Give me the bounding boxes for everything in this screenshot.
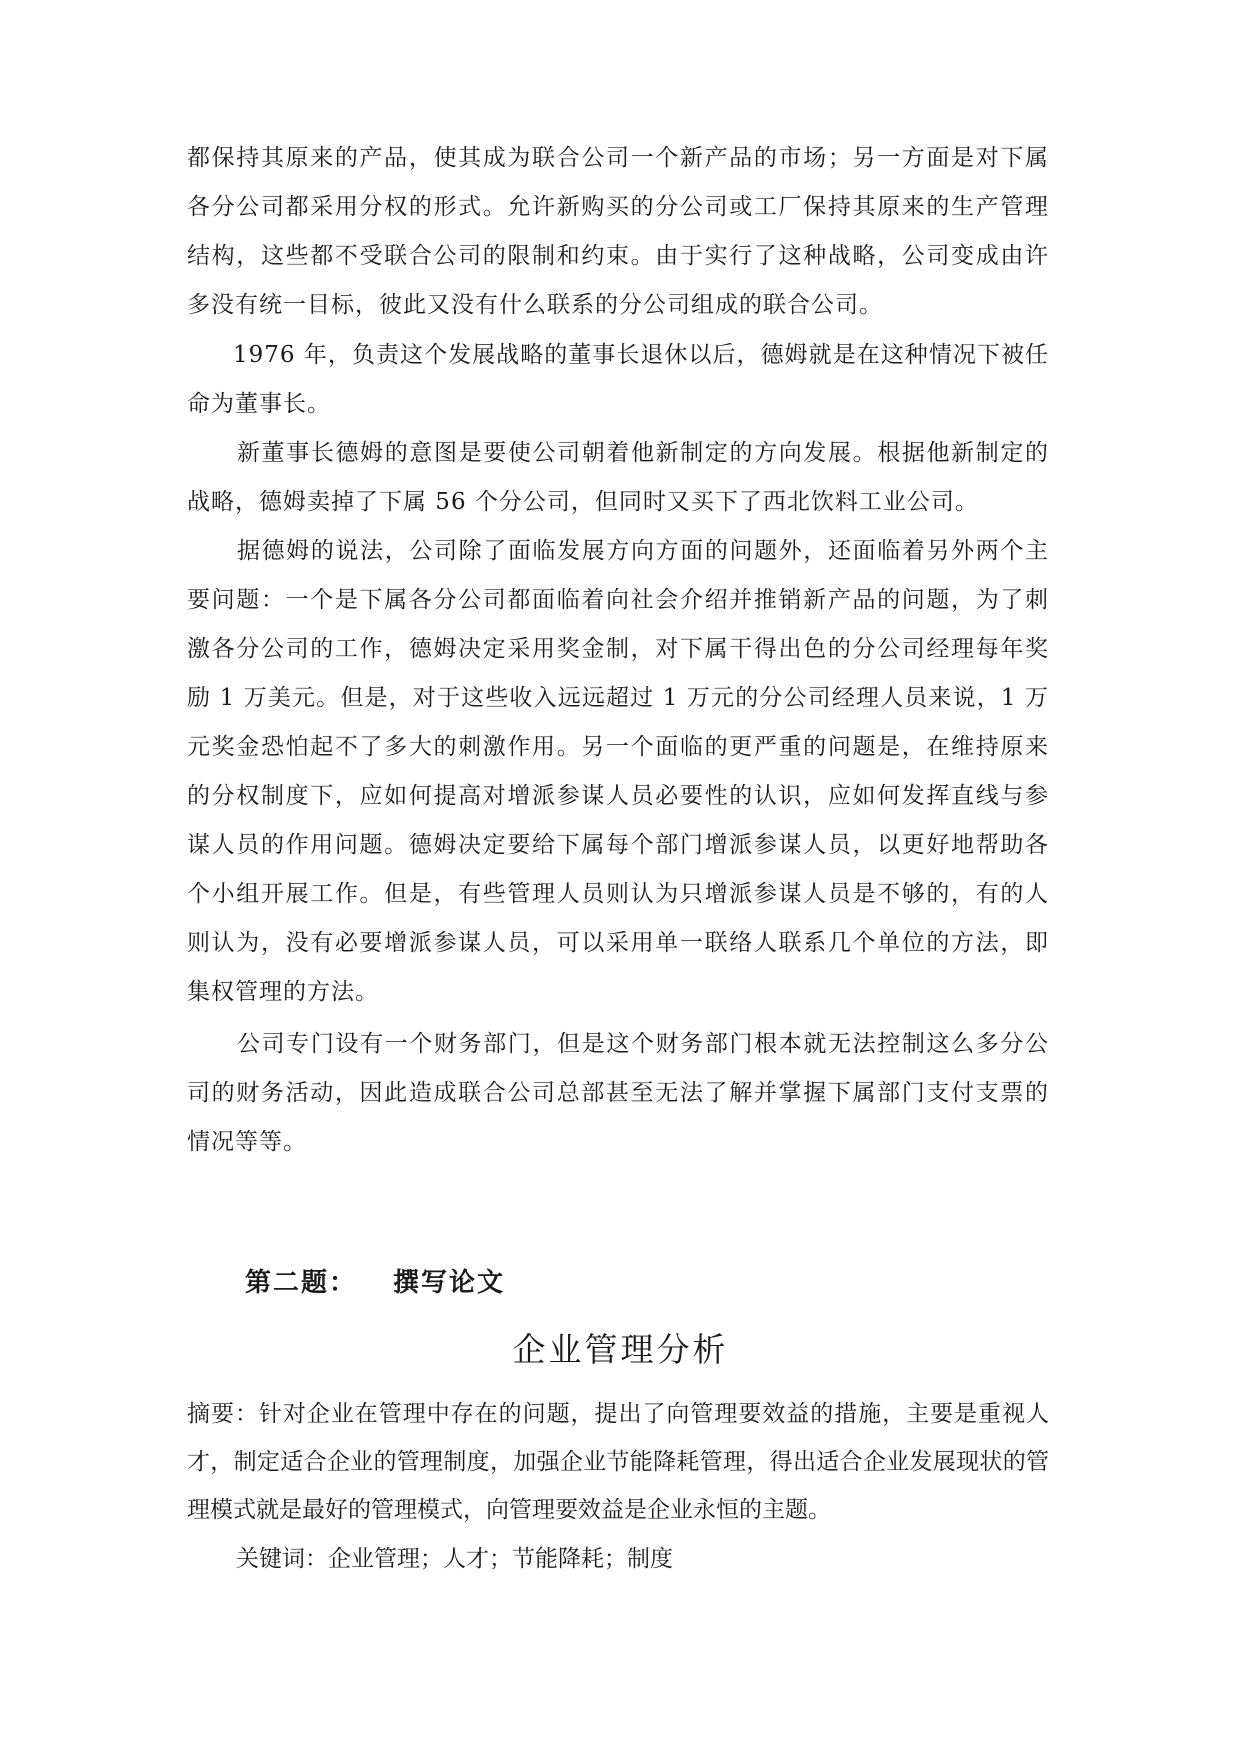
essay-abstract: 摘要：针对企业在管理中存在的问题，提出了向管理要效益的措施，主要是重视人才，制定适合企业的管理制度，加强企业节能降耗管理，得出适合企业发展现状的管理模式就是最好的管理模式，向管理要效益是企业永恒的主题。	[187, 1401, 1049, 1523]
paragraph-new-direction: 新董事长德姆的意图是要使公司朝着他新制定的方向发展。根据他新制定的战略，德姆卖掉了下属 56 个分公司，但同时又买下了西北饮料工业公司。	[187, 440, 1049, 515]
paragraph-main-problems: 据德姆的说法，公司除了面临发展方向方面的问题外，还面临着另外两个主要问题：一个是下属各分公司都面临着向社会介绍并推销新产品的问题，为了刺激各分公司的工作，德姆决定采用奖金制，对下属干得出色的分公司经理每年奖励 1 万美元。但是，对于这些收入远远超过 1 万元的分公司经理人员来说，1 万元奖金恐怕起不了多大的刺激作用。另一个面临的更严重的问题是，在维持原来的分权制度下，应如何提高对增派参谋人员必要性的认识，应如何发挥直线与参谋人员的作用问题。德姆决定要给下属每个部门增派参谋人员，以更好地帮助各个小组开展工作。但是，有些管理人员则认为只增派参谋人员是不够的，有的人则认为，没有必要增派参谋人员，可以采用单一联络人联系几个单位的方法，即集权管理的方法。	[187, 538, 1049, 1005]
paragraph-chairman-appointment: 1976 年，负责这个发展战略的董事长退休以后，德姆就是在这种情况下被任命为董事长。	[187, 342, 1049, 417]
paragraph-continued-strategy: 都保持其原来的产品，使其成为联合公司一个新产品的市场；另一方面是对下属各分公司都采用分权的形式。允许新购买的分公司或工厂保持其原来的生产管理结构，这些都不受联合公司的限制和约束。由于实行了这种战略，公司变成由许多没有统一目标，彼此又没有什么联系的分公司组成的联合公司。	[187, 145, 1049, 318]
section-heading	[245, 1262, 505, 1299]
section-label: 第二题：	[245, 1268, 358, 1298]
essay-title: 企业管理分析	[512, 1330, 729, 1369]
paragraph-finance-department: 公司专门设有一个财务部门，但是这个财务部门根本就无法控制这么多分公司的财务活动，因此造成联合公司总部甚至无法了解并掌握下属部门支付支票的情况等等。	[187, 1031, 1049, 1155]
section-title: 撰写论文	[393, 1268, 506, 1298]
essay-keywords: 关键词：企业管理；人才；节能降耗；制度	[236, 1546, 673, 1572]
